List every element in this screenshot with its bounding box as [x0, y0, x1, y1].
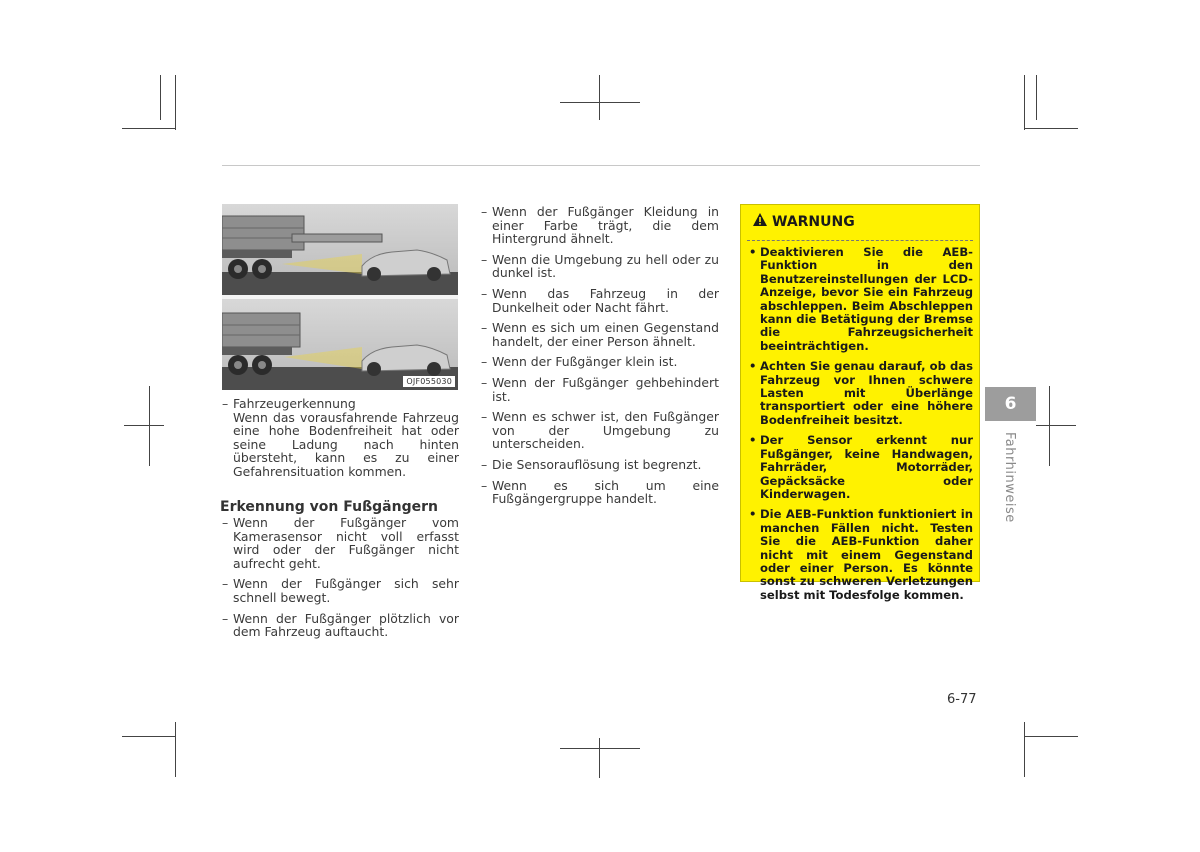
- crop-mark: [175, 722, 176, 777]
- warning-triangle-icon: [753, 213, 767, 230]
- section-heading: Erkennung von Fußgängern: [220, 499, 438, 515]
- registration-mark: [1036, 425, 1076, 426]
- intro-title: Fahrzeugerkennung: [233, 396, 356, 411]
- registration-mark: [560, 102, 640, 103]
- registration-mark: [599, 75, 600, 120]
- registration-mark: [149, 386, 150, 466]
- crop-mark: [1024, 128, 1078, 129]
- registration-mark: [599, 738, 600, 778]
- registration-mark: [1049, 386, 1050, 466]
- warning-title: [753, 213, 855, 230]
- list-item: – Wenn es sich um eine Fußgängergruppe handelt.: [481, 477, 719, 507]
- warning-item: • Achten Sie genau darauf, ob das Fahrzeug vor Ihnen schwere Lasten mit Überlänge transportiert oder eine höhere Bodenfreiheit besitzt.: [749, 359, 973, 427]
- list-item: – Wenn der Fußgänger klein ist.: [481, 354, 678, 370]
- crop-mark: [122, 736, 176, 737]
- list-item: – Die Sensorauflösung ist begrenzt.: [481, 456, 702, 472]
- warning-box: [740, 204, 980, 602]
- crop-mark: [1024, 75, 1025, 130]
- list-item: – Wenn der Fußgänger gehbehindert ist.: [481, 374, 719, 404]
- chapter-tab: 6: [985, 387, 1036, 421]
- warning-item: • Der Sensor erkennt nur Fußgänger, keine Handwagen, Fahrräder, Motorräder, Gepäcksäcke oder Kinderwagen.: [749, 433, 973, 501]
- warning-item: • Deaktivieren Sie die AEB-Funktion in den Benutzereinstellungen der LCD-Anzeige, bevor Sie ein Fahrzeug abschleppen. Beim Abschleppen kann die Betätigung der Bremse die Fahrzeugsicherheit beeinträchtigen.: [749, 245, 973, 353]
- truck-overhanging-load-panel: [222, 299, 458, 390]
- list-dash: –: [222, 396, 229, 411]
- list-item: – Wenn der Fußgänger Kleidung in einer Farbe trägt, die dem Hintergrund ähnelt.: [481, 204, 719, 247]
- crop-mark: [160, 75, 161, 120]
- list-item: – Wenn es sich um einen Gegenstand handelt, der einer Person ähnelt.: [481, 320, 719, 349]
- page-number: 6-77: [947, 692, 977, 707]
- truck-high-clearance-panel: [222, 204, 458, 295]
- list-item: [222, 397, 459, 411]
- warning-divider: [747, 240, 973, 241]
- crop-mark: [122, 128, 176, 129]
- list-item: – Wenn es schwer ist, den Fußgänger von der Umgebung zu unterscheiden.: [481, 409, 719, 452]
- warning-item: • Die AEB-Funktion funktioniert in manchen Fällen nicht. Testen Sie die AEB-Funktion daher nicht mit einem Gegenstand oder einer Person. Es könnte sonst zu schweren Verletzungen selbst mit Todesfolge kommen.: [749, 507, 973, 602]
- pedestrian-list-middle: [481, 205, 719, 513]
- crop-mark: [175, 75, 176, 130]
- list-item: – Wenn der Fußgänger sich sehr schnell bewegt.: [222, 576, 459, 605]
- vehicle-detection-illustration: [222, 204, 458, 390]
- registration-mark: [560, 748, 640, 749]
- intro-text: Wenn das vorausfahrende Fahrzeug eine hohe Bodenfreiheit hat oder seine Ladung nach hinten übersteht, kann es zu einer Gefahrensituation kommen.: [233, 409, 459, 479]
- registration-mark: [124, 425, 164, 426]
- list-item: – Wenn das Fahrzeug in der Dunkelheit oder Nacht fährt.: [481, 285, 719, 315]
- warning-list: [747, 246, 973, 609]
- header-rule: [222, 165, 980, 166]
- pedestrian-list-left: [222, 516, 459, 646]
- list-item: – Wenn die Umgebung zu hell oder zu dunkel ist.: [481, 251, 719, 281]
- list-item: – Wenn der Fußgänger plötzlich vor dem Fahrzeug auftaucht.: [222, 610, 459, 640]
- chapter-label: Fahrhinweise: [1002, 432, 1017, 523]
- crop-mark: [1024, 736, 1078, 737]
- list-item: – Wenn der Fußgänger vom Kamerasensor nicht voll erfasst wird oder der Fußgänger nicht aufrecht geht.: [222, 515, 459, 571]
- figure-code: OJF055030: [403, 376, 455, 387]
- vehicle-detection-text: [222, 397, 459, 479]
- warning-title-text: WARNUNG: [772, 213, 855, 230]
- crop-mark: [1024, 722, 1025, 777]
- crop-mark: [1036, 75, 1037, 120]
